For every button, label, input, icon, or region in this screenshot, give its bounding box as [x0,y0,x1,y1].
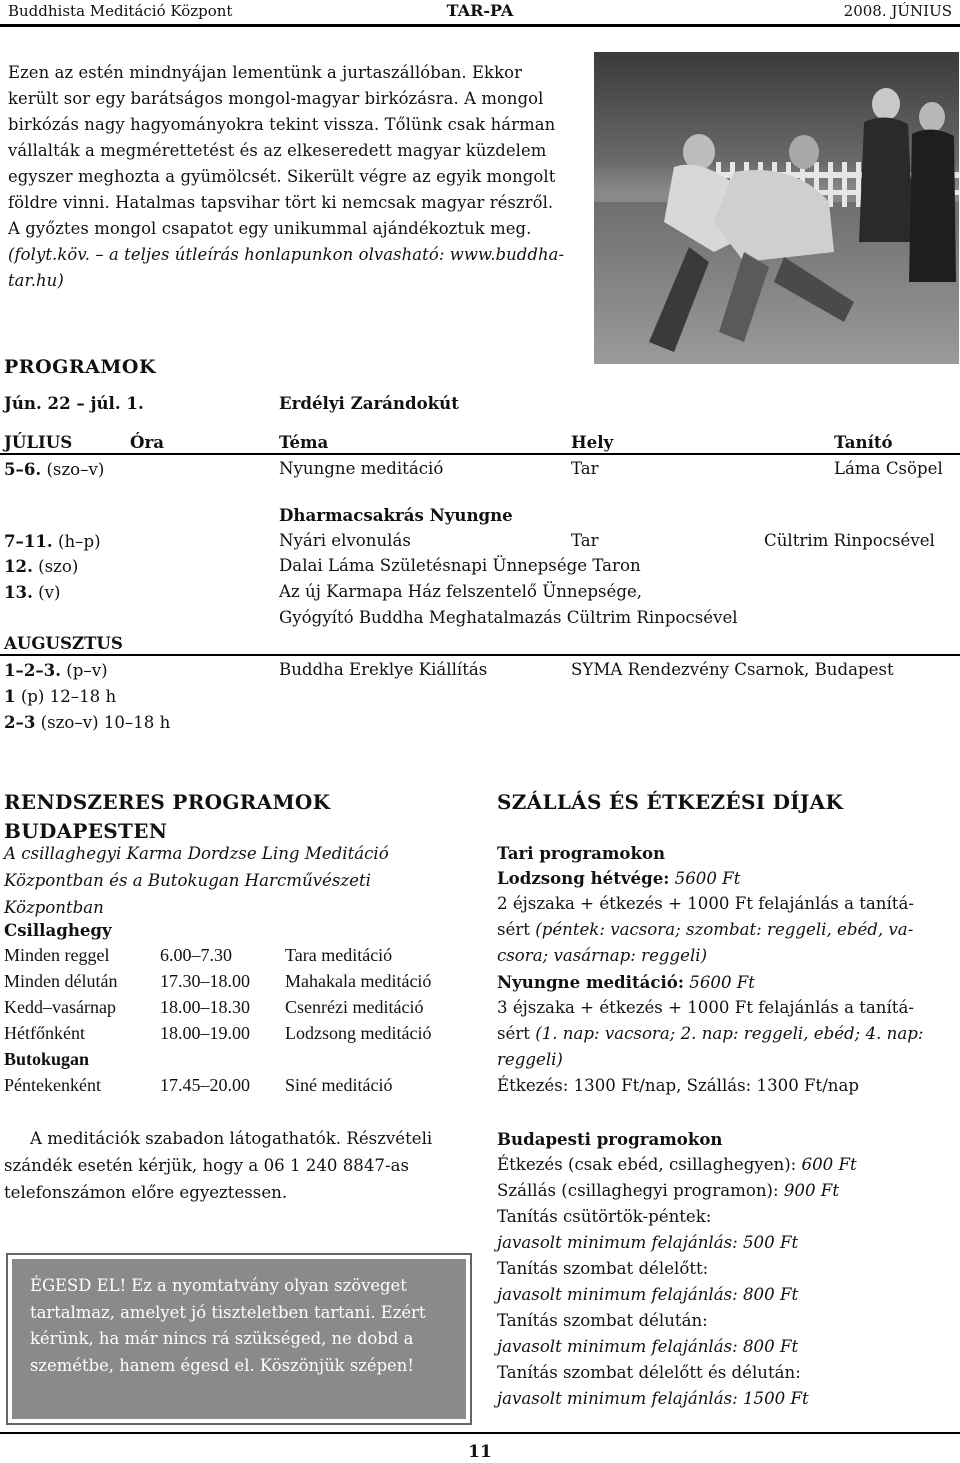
sched-row-3-day: Kedd–vasárnap [4,997,116,1017]
intro-text [8,60,568,294]
fees-title: SZÁLLÁS ÉS ÉTKEZÉSI DÍJAK [497,790,844,814]
row2-date: 7–11. (h–p) [4,531,101,551]
nyungne-l1: 3 éjszaka + étkezés + 1000 Ft felajánlás a tanítá- [497,998,914,1017]
row5-topic: Buddha Ereklye Kiállítás [279,660,488,679]
row3-date: 12. (szo) [4,556,79,576]
bp-title: Budapesti programokon [497,1129,723,1149]
burn-notice [6,1253,472,1425]
header-title: TAR-PA [446,1,514,20]
row5-date: 1–2–3. (p–v) [4,660,108,680]
sched-row-3-name: Csenrézi meditáció [285,997,424,1017]
csillaghegy-label: Csillaghegy [4,920,112,940]
nyungne-l3: reggeli) [497,1050,563,1069]
row1-date: 5–6. (szo–v) [4,459,105,479]
header-date: 2008. JÚNIUS [843,2,952,20]
sched-row-4-day: Hétfőnként [4,1023,85,1043]
lodzsong-l3: csora; vasárnap: reggeli) [497,946,708,965]
sched-row-2-time: 17.30–18.00 [160,971,250,991]
bp-meals: Étkezés (csak ebéd, csillaghegyen): 600 Ft [497,1155,857,1174]
dharma-title: Dharmacsakrás Nyungne [279,505,513,525]
row1-topic: Nyungne meditáció [279,459,444,478]
row4-date: 13. (v) [4,582,61,602]
sched-row-1-name: Tara meditáció [285,945,393,965]
lodzsong-l1: 2 éjszaka + étkezés + 1000 Ft felajánlás a tanítá- [497,894,914,913]
butokugan-label: Butokugan [4,1049,90,1069]
row2-topic: Nyári elvonulás [279,531,411,550]
page-header [0,0,960,24]
august-rule [0,654,960,656]
row1-place: Tar [571,459,599,478]
row4-topic: Az új Karmapa Ház felszentelő Ünnepsége, [279,582,643,601]
nyungne-line: Nyungne meditáció: 5600 Ft [497,972,755,992]
footer-rule [0,1432,960,1434]
page-number: 11 [468,1442,492,1462]
table-rule [0,453,960,455]
regular-subtitle: A csillaghegyi Karma Dordzse Ling Meditáció Központban és a Butokugan Harcművészeti Központban [4,844,389,917]
col-place: Hely [571,432,614,452]
sched-row-1-day: Minden reggel [4,945,110,965]
sched-row-5-name: Siné meditáció [285,1075,393,1095]
sched-row-5-time: 17.45–20.00 [160,1075,250,1095]
wrestling-photo [594,52,959,364]
intro-note: (folyt.köv. – a teljes útleírás honlapunkon olvasható: www.buddha-tar.hu) [8,245,565,290]
nyungne-l2: sért (1. nap: vacsora; 2. nap: reggeli, ebéd; 4. nap: [497,1024,924,1043]
meals-line: Étkezés: 1300 Ft/nap, Szállás: 1300 Ft/nap [497,1076,859,1095]
row5-place: SYMA Rendezvény Csarnok, Budapest [571,660,894,679]
sched-row-1-time: 6.00–7.30 [160,945,232,965]
row2-place: Tar [571,531,599,550]
row7: 2–3 (szo–v) 10–18 h [4,712,171,732]
bp-teach-4-value: javasolt minimum felajánlás: 1500 Ft [497,1389,809,1408]
programs-title: PROGRAMOK [4,356,156,378]
bp-teach-1-value: javasolt minimum felajánlás: 500 Ft [497,1233,799,1252]
row3-topic: Dalai Láma Születésnapi Ünnepsége Taron [279,556,641,575]
bp-teach-4: Tanítás szombat délelőtt és délután: [497,1363,801,1382]
sched-row-2-name: Mahakala meditáció [285,971,432,991]
sched-row-5-day: Péntekenként [4,1075,101,1095]
pilgrimage-date: Jún. 22 – júl. 1. [4,393,144,413]
bp-lodging: Szállás (csillaghegyi programon): 900 Ft [497,1181,839,1200]
lodzsong-line: Lodzsong hétvége: 5600 Ft [497,868,741,888]
lodzsong-l2: sért (péntek: vacsora; szombat: reggeli, ebéd, va- [497,920,914,939]
bp-teach-3-value: javasolt minimum felajánlás: 800 Ft [497,1337,799,1356]
header-rule [0,24,960,27]
burn-notice-text: ÉGESD EL! Ez a nyomtatvány olyan szöveget tartalmaz, amelyet jó tiszteletben tartani. Ezért kérünk, ha már nincs rá szükséged, ne dobd a szemétbe, hanem égesd el. Köszönjük szépen! [30,1276,426,1375]
sched-row-4-name: Lodzsong meditáció [285,1023,432,1043]
regular-title: RENDSZERES PROGRAMOK BUDAPESTEN [4,790,331,843]
august-label: AUGUSZTUS [4,633,123,653]
col-time: Óra [130,432,164,452]
header-left: Buddhista Meditáció Központ [8,2,233,20]
col-month: JÚLIUS [4,432,73,452]
sched-row-2-day: Minden délután [4,971,118,991]
bp-teach-1: Tanítás csütörtök-péntek: [497,1207,712,1226]
sched-row-3-time: 18.00–18.30 [160,997,250,1017]
tar-title: Tari programokon [497,843,666,863]
sched-row-4-time: 18.00–19.00 [160,1023,250,1043]
pilgrimage-title: Erdélyi Zarándokút [279,393,459,413]
col-topic: Téma [279,432,329,452]
row6: 1 (p) 12–18 h [4,686,117,706]
bp-teach-2: Tanítás szombat délelőtt: [497,1259,709,1278]
intro-paragraph: Ezen az estén mindnyájan lementünk a jurtaszállóban. Ekkor került sor egy barátságos mongol-magyar birkózásra. A mongol birkózás nagy hagyományokra tekint vissza. Tőlünk csak hárman vállalták a megmérettetést és az elkeseredett magyar küzdelem egyszer meghozta a gyümölcsét. Sikerült végre az egyik mongolt földre vinni. Hatalmas tapsvihar tört ki nemcsak magyar részről. A győztes mongol csapatot egy unikummal ajándékoztuk meg. [8,63,556,238]
bp-teach-3: Tanítás szombat délután: [497,1311,708,1330]
bp-teach-2-value: javasolt minimum felajánlás: 800 Ft [497,1285,799,1304]
free-visit-text: A meditációk szabadon látogathatók. Részvételi szándék esetén kérjük, hogy a 06 1 240 8847-as telefonszámon előre egyeztessen. [4,1129,433,1202]
row4-topic2: Gyógyító Buddha Meghatalmazás Cültrim Rinpocsével [279,608,738,627]
row1-teacher: Láma Csöpel [834,459,943,478]
col-teacher: Tanító [834,432,893,452]
row2-teacher: Cültrim Rinpocsével [764,531,935,550]
